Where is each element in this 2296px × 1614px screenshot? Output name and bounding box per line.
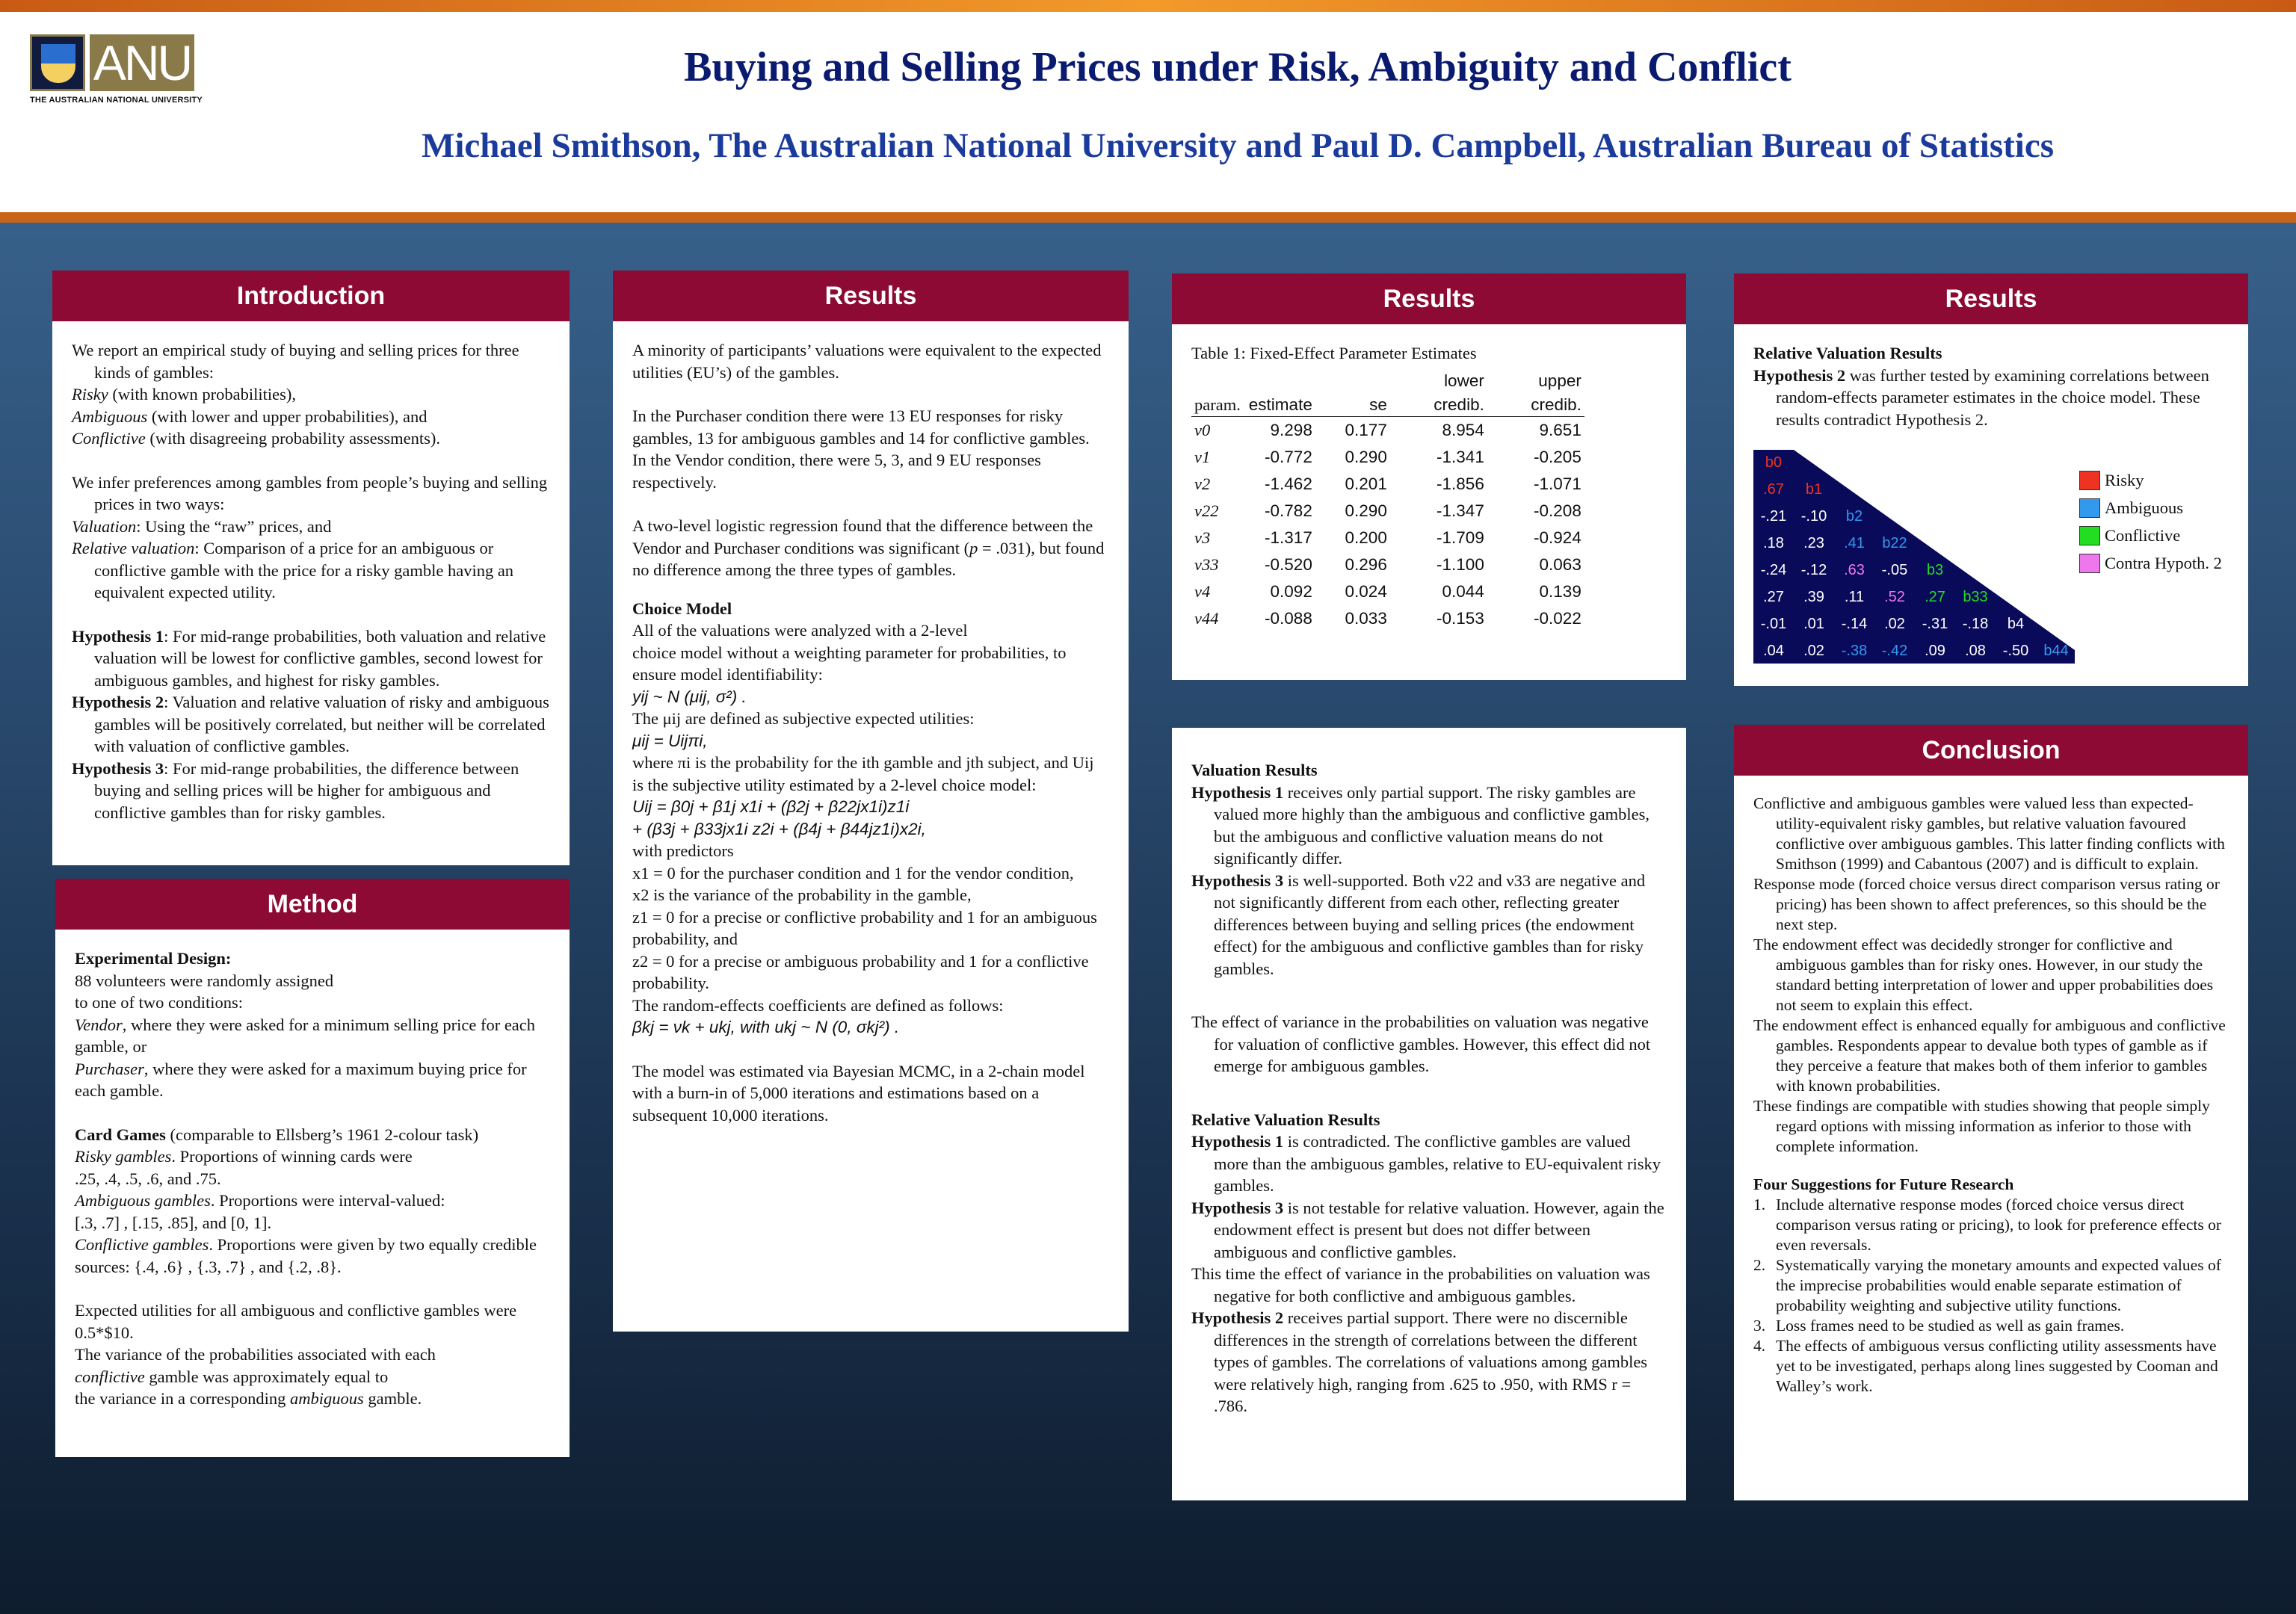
column-header: lower [1444, 371, 1484, 390]
table-row [1191, 498, 1584, 525]
table-row [1191, 471, 1584, 498]
choice-model-label: Choice Model [632, 599, 732, 618]
column-header: estimate [1244, 393, 1315, 417]
column-header: upper [1538, 371, 1581, 390]
risky-gambles: Risky gambles. Proportions of winning cards were [75, 1147, 413, 1166]
choice-model-text: The μij are defined as subjective expected utilities: [632, 709, 975, 728]
column-header: param. [1191, 393, 1244, 417]
results-panel-2 [1172, 273, 1686, 680]
matrix-cell: -.12 [1800, 562, 1827, 578]
table-cell: ν4 [1194, 581, 1211, 601]
choice-model-text: The random-effects coefficients are defined as follows: [632, 995, 1004, 1015]
introduction-panel [52, 270, 570, 865]
matrix-cell: -.21 [1760, 508, 1787, 525]
table-row [1191, 417, 1584, 444]
table-cell: -0.205 [1534, 447, 1581, 466]
table-cell: ν0 [1194, 421, 1211, 439]
matrix-cell: .23 [1803, 535, 1824, 551]
column-header: credib. [1390, 393, 1487, 417]
intro-infer: We infer preferences among gambles from people’s buying and selling prices in two ways: [72, 472, 548, 513]
hypothesis-3: Hypothesis 3: For mid-range probabilities, the difference between buying and selling prices will be higher for ambiguous and conflictive gambles than for risky gambles. [72, 758, 519, 822]
list-item: 3. Loss frames need to be studied as well as gain frames. [1753, 1317, 2125, 1335]
matrix-label: b0 [1765, 454, 1783, 471]
results-heading-1: Results [613, 270, 1129, 321]
legend-swatch [2079, 471, 2100, 490]
matrix-label: b4 [2007, 616, 2025, 632]
matrix-cell: .01 [1803, 616, 1824, 632]
expected-utilities: Expected utilities for all ambiguous and conflictive gambles were 0.5*$10. [75, 1301, 517, 1342]
choice-model-text: All of the valuations were analyzed with a 2-level [632, 621, 968, 640]
correlation-matrix [1753, 450, 2075, 664]
introduction-heading: Introduction [52, 270, 570, 321]
choice-model-text: z1 = 0 for a precise or conflictive probability and 1 for an ambiguous probability, and [632, 907, 1097, 948]
matrix-cell: -.10 [1800, 508, 1827, 525]
anu-logo-subtitle: THE AUSTRALIAN NATIONAL UNIVERSITY [30, 96, 203, 105]
matrix-label: b2 [1845, 508, 1863, 525]
table-cell: 0.139 [1539, 581, 1581, 601]
matrix-cell: .52 [1884, 589, 1905, 605]
intro-valuation: Valuation: Using the “raw” prices, and [72, 516, 332, 536]
method-text: to one of two conditions: [75, 993, 243, 1012]
matrix-cell: .27 [1763, 589, 1784, 605]
matrix-label: b1 [1805, 481, 1823, 498]
equation: + (β3j + β33jx1i z2i + (β4j + β44jz1i)x2i, [632, 819, 926, 838]
table-cell: 0.296 [1345, 554, 1387, 574]
intro-text: We report an empirical study of buying and selling prices for three kinds of gambles: [72, 341, 519, 382]
matrix-label: b22 [1882, 535, 1907, 551]
table-cell: -0.520 [1265, 554, 1312, 574]
results-text: In the Vendor condition, there were 5, 3, and 9 EU responses respectively. [632, 451, 1041, 492]
risky-values: .25, .4, .5, .6, and .75. [75, 1169, 221, 1188]
hypothesis-1: Hypothesis 1: For mid-range probabilities, both valuation and relative valuation will be lowest for conflictive gambles, second lowest for ambiguous gambles, and highest for risky gambles. [72, 626, 546, 690]
table-cell: -0.088 [1265, 608, 1312, 628]
table-cell: -1.856 [1436, 474, 1484, 493]
table-cell: 0.290 [1345, 501, 1387, 520]
table-cell: -0.153 [1436, 608, 1484, 628]
conclusion-paragraph: Response mode (forced choice versus direct comparison versus rating or pricing) has been shown to affect preferences, so this should be the next step. [1753, 875, 2220, 933]
table-cell: 0.201 [1345, 474, 1387, 493]
variance-text: conflictive gamble was approximately equal to [75, 1367, 389, 1386]
intro-risky: Risky (with known probabilities), [72, 385, 296, 404]
table-cell: 0.033 [1345, 608, 1387, 628]
legend-item-risky: Risky [2079, 466, 2222, 494]
matrix-cell: -.38 [1841, 643, 1868, 659]
relative-valuation-label: Relative Valuation Results [1191, 1110, 1380, 1129]
list-item: 2. Systematically varying the monetary amounts and expected values of the imprecise probabilities would enable separate estimation of probability weighting and subjective utility functions. [1753, 1256, 2221, 1314]
conclusion-panel [1734, 725, 2248, 1500]
matrix-label: b44 [2043, 643, 2069, 659]
intro-conflictive: Conflictive (with disagreeing probability assessments). [72, 429, 441, 448]
results-text: In the Purchaser condition there were 13 EU responses for risky gambles, 13 for ambiguous gambles and 14 for conflictive gambles. [632, 406, 1090, 448]
list-item: 1. Include alternative response modes (forced choice versus direct comparison versus rating or pricing), to look for preference effects or even reversals. [1753, 1196, 2222, 1254]
conclusion-paragraph: The endowment effect was decidedly stronger for conflictive and ambiguous gambles than for risky ones. However, in our study the standard betting interpretation of lower and upper probabilities does not seem to explain this effect. [1753, 936, 2214, 1014]
hypothesis-2: Hypothesis 2: Valuation and relative valuation of risky and ambiguous gambles will be positively correlated, but neither will be correlated with valuation of conflictive gambles. [72, 693, 549, 755]
ambiguous-gambles: Ambiguous gambles. Proportions were interval-valued: [75, 1191, 445, 1210]
purchaser-condition: Purchaser, where they were asked for a maximum buying price for each gamble. [75, 1059, 527, 1100]
column-header: credib. [1487, 393, 1584, 417]
table-cell: ν1 [1194, 447, 1211, 466]
matrix-cell: .41 [1844, 535, 1865, 551]
table-row [1191, 551, 1584, 578]
correlation-legend [2079, 466, 2222, 577]
table-cell: 0.092 [1270, 581, 1312, 601]
table-cell: 0.200 [1345, 528, 1387, 547]
table-cell: 8.954 [1442, 421, 1484, 439]
matrix-label: b33 [1963, 589, 1988, 605]
vendor-condition: Vendor, where they were asked for a minimum selling price for each gamble, or [75, 1015, 536, 1056]
intro-ambiguous: Ambiguous (with lower and upper probabilities), and [72, 406, 428, 426]
conclusion-heading: Conclusion [1734, 725, 2248, 776]
equation: βkj = νk + ukj, with ukj ~ N (0, σkj²) . [632, 1018, 900, 1036]
matrix-cell: .02 [1884, 616, 1905, 632]
matrix-cell: .11 [1844, 589, 1865, 605]
matrix-cell: -.14 [1841, 616, 1868, 632]
poster-title: Buying and Selling Prices under Risk, Ambiguity and Conflict [684, 44, 1792, 90]
choice-model-text: z2 = 0 for a precise or ambiguous probability and 1 for a conflictive probability. [632, 951, 1089, 992]
matrix-cell: .02 [1803, 643, 1824, 659]
ambiguous-values: [.3, .7] , [.15, .85], and [0, 1]. [75, 1213, 272, 1232]
logistic-regression-text: A two-level logistic regression found that the difference between the Vendor and Purchaser conditions was significant (p = .031), but found no difference among the three types of gambles. [632, 516, 1105, 579]
conflictive-gambles: Conflictive gambles. Proportions were given by two equally credible sources: {.4, .6} , {.3, .7} , and {.2, .8}. [75, 1235, 537, 1276]
matrix-cell: .27 [1925, 589, 1945, 605]
column-header: se [1315, 393, 1390, 417]
poster-authors: Michael Smithson, The Australian National University and Paul D. Campbell, Australian Bureau of Statistics [422, 126, 2054, 165]
relative-h2: Hypothesis 2 receives partial support. There were no discernible differences in the strength of correlations between the different types of gambles. The correlations of valuations among gambles were relatively high, ranging from .625 to .950, with RMS r = .786. [1191, 1308, 1648, 1415]
equation: μij = Uijπi, [632, 731, 708, 750]
table-cell: ν33 [1194, 554, 1219, 574]
table-cell: -0.782 [1265, 501, 1312, 520]
table-cell: -1.071 [1534, 474, 1581, 493]
choice-model-text: choice model without a weighting parameter for probabilities, to ensure model identifiability: [632, 643, 1067, 684]
table-cell: 0.063 [1539, 554, 1581, 574]
variance-effect-text-2: This time the effect of variance in the probabilities on valuation was negative for both conflictive and ambiguous gambles. [1191, 1264, 1650, 1305]
method-panel [55, 879, 570, 1457]
choice-model-text: where πi is the probability for the ith gamble and jth subject, and Uij is the subjective utility estimated by a 2-level choice model: [632, 753, 1094, 794]
legend-item-ambiguous: Ambiguous [2079, 494, 2222, 522]
fixed-effects-table [1191, 369, 1584, 632]
intro-relative-valuation: Relative valuation: Comparison of a price for an ambiguous or conflictive gamble with the price for a risky gamble having an equivalent expected utility. [72, 539, 514, 602]
matrix-cell: -.01 [1760, 616, 1787, 632]
matrix-cell: .18 [1763, 535, 1784, 551]
matrix-cell: -.50 [2002, 643, 2029, 659]
table-cell: -0.772 [1265, 447, 1312, 466]
table-cell: ν22 [1194, 501, 1219, 520]
table-cell: -1.709 [1436, 528, 1484, 547]
conclusion-paragraph: The endowment effect is enhanced equally for ambiguous and conflictive gambles. Respondents appear to devalue both types of gamble as if they perceive a feature that makes both of them inferior to gambles with known probabilities. [1753, 1016, 2226, 1095]
legend-item-conflictive: Conflictive [2079, 522, 2222, 549]
table-cell: ν44 [1194, 608, 1219, 628]
table-cell: 9.651 [1539, 421, 1581, 439]
table-cell: -1.462 [1265, 474, 1312, 493]
top-accent-bar [0, 0, 2296, 12]
hypothesis-2-test: Hypothesis 2 was further tested by examining correlations between random-effects parameter estimates in the choice model. These results contradict Hypothesis 2. [1753, 365, 2209, 429]
variance-effect-text: The effect of variance in the probabilities on valuation was negative for valuation of conflictive gambles. However, this effect did not emerge for ambiguous gambles. [1191, 1012, 1651, 1075]
matrix-cell: -.05 [1881, 562, 1908, 578]
table-cell: 0.024 [1345, 581, 1387, 601]
valuation-h1: Hypothesis 1 receives only partial support. The risky gambles are valued more highly than the ambiguous and conflictive gambles, but the ambiguous and conflictive valuation means do not significantly differ. [1191, 782, 1650, 868]
conclusion-paragraph: Conflictive and ambiguous gambles were valued less than expected-utility-equivalent risky gambles, but relative valuation favoured conflictive over ambiguous gambles. This latter finding conflicts with Smithson (1999) and Cabantous (2007) and is difficult to explain. [1753, 794, 2225, 873]
anu-crest-icon [30, 34, 85, 91]
results-panel-1 [613, 270, 1129, 1332]
table-cell: -0.208 [1534, 501, 1581, 520]
matrix-cell: -.18 [1962, 616, 1989, 632]
table-cell: 0.177 [1345, 421, 1387, 439]
matrix-cell: .08 [1965, 643, 1986, 659]
matrix-cell: .04 [1763, 643, 1784, 659]
table-cell: ν3 [1194, 528, 1211, 547]
results-text: A minority of participants’ valuations were equivalent to the expected utilities (EU’s) of the gambles. [632, 341, 1102, 382]
legend-swatch [2079, 526, 2100, 545]
table-cell: 9.298 [1270, 421, 1312, 439]
table-row [1191, 605, 1584, 632]
future-research-label: Four Suggestions for Future Research [1753, 1175, 2014, 1193]
table-cell: -1.100 [1436, 554, 1484, 574]
table-row [1191, 578, 1584, 605]
table-cell: -1.341 [1436, 447, 1484, 466]
variance-text: The variance of the probabilities associated with each [75, 1345, 436, 1364]
choice-model-text: x2 is the variance of the probability in the gamble, [632, 885, 972, 904]
table-cell: 0.290 [1345, 447, 1387, 466]
valuation-h3: Hypothesis 3 is well-supported. Both ν22 and ν33 are negative and not significantly different from each other, reflecting greater differences between buying and selling prices (the endowment effect) for the ambiguous and conflictive gambles than for risky gambles. [1191, 871, 1646, 978]
legend-item-contra: Contra Hypoth. 2 [2079, 549, 2222, 577]
equation: Uij = β0j + β1j x1i + (β2j + β22jx1i)z1i [632, 797, 910, 816]
matrix-cell: -.24 [1760, 562, 1787, 578]
table-row [1191, 525, 1584, 551]
conclusion-paragraph: These findings are compatible with studies showing that people simply regard options with missing information as inferior to those with complete information. [1753, 1097, 2210, 1155]
results-heading-4: Results [1734, 273, 2248, 324]
table-cell: -1.317 [1265, 528, 1312, 547]
table-cell: -0.022 [1534, 608, 1581, 628]
anu-logo [30, 34, 203, 117]
method-heading: Method [55, 879, 570, 930]
equation: yij ~ N (μij, σ²) . [632, 687, 747, 706]
list-item: 4. The effects of ambiguous versus conflicting utility assessments have yet to be investigated, perhaps along lines suggested by Cooman and Walley’s work. [1753, 1337, 2218, 1395]
legend-swatch [2079, 498, 2100, 518]
matrix-cell: -.42 [1881, 643, 1908, 659]
relative-h3: Hypothesis 3 is not testable for relative valuation. However, again the endowment effect is present but does not differ between ambiguous and conflictive gambles. [1191, 1198, 1664, 1261]
relative-h1: Hypothesis 1 is contradicted. The conflictive gambles are valued more than the ambiguous gambles, relative to EU-equivalent risky gambles. [1191, 1132, 1661, 1195]
valuation-results-label: Valuation Results [1191, 761, 1318, 779]
table-row [1191, 444, 1584, 471]
matrix-cell: .63 [1844, 562, 1865, 578]
matrix-cell: .39 [1803, 589, 1824, 605]
table-caption: Table 1: Fixed-Effect Parameter Estimates [1191, 344, 1477, 362]
relative-valuation-label: Relative Valuation Results [1753, 344, 1942, 362]
method-text: 88 volunteers were randomly assigned [75, 971, 334, 990]
choice-model-text: with predictors [632, 841, 734, 860]
legend-swatch [2079, 554, 2100, 573]
matrix-cell: .09 [1925, 643, 1945, 659]
anu-logo-text: ANU [90, 34, 194, 91]
variance-text: the variance in a corresponding ambiguous gamble. [75, 1389, 422, 1408]
matrix-cell: -.31 [1922, 616, 1948, 632]
poster-header [0, 12, 2296, 223]
matrix-cell: .67 [1763, 481, 1784, 498]
table-cell: 0.044 [1442, 581, 1484, 601]
matrix-label: b3 [1926, 562, 1944, 578]
results-panel-3 [1172, 728, 1686, 1500]
experimental-design-label: Experimental Design: [75, 949, 232, 968]
table-cell: ν2 [1194, 474, 1211, 493]
choice-model-text: x1 = 0 for the purchaser condition and 1 for the vendor condition, [632, 863, 1074, 882]
table-cell: -0.924 [1534, 528, 1581, 547]
card-games: Card Games (comparable to Ellsberg’s 1961 2-colour task) [75, 1125, 479, 1144]
choice-model-text: The model was estimated via Bayesian MCMC, in a 2-chain model with a burn-in of 5,000 iterations and estimations based on a subsequent 10,000 iterations. [632, 1061, 1085, 1125]
results-heading-2: Results [1172, 273, 1686, 324]
table-cell: -1.347 [1436, 501, 1484, 520]
